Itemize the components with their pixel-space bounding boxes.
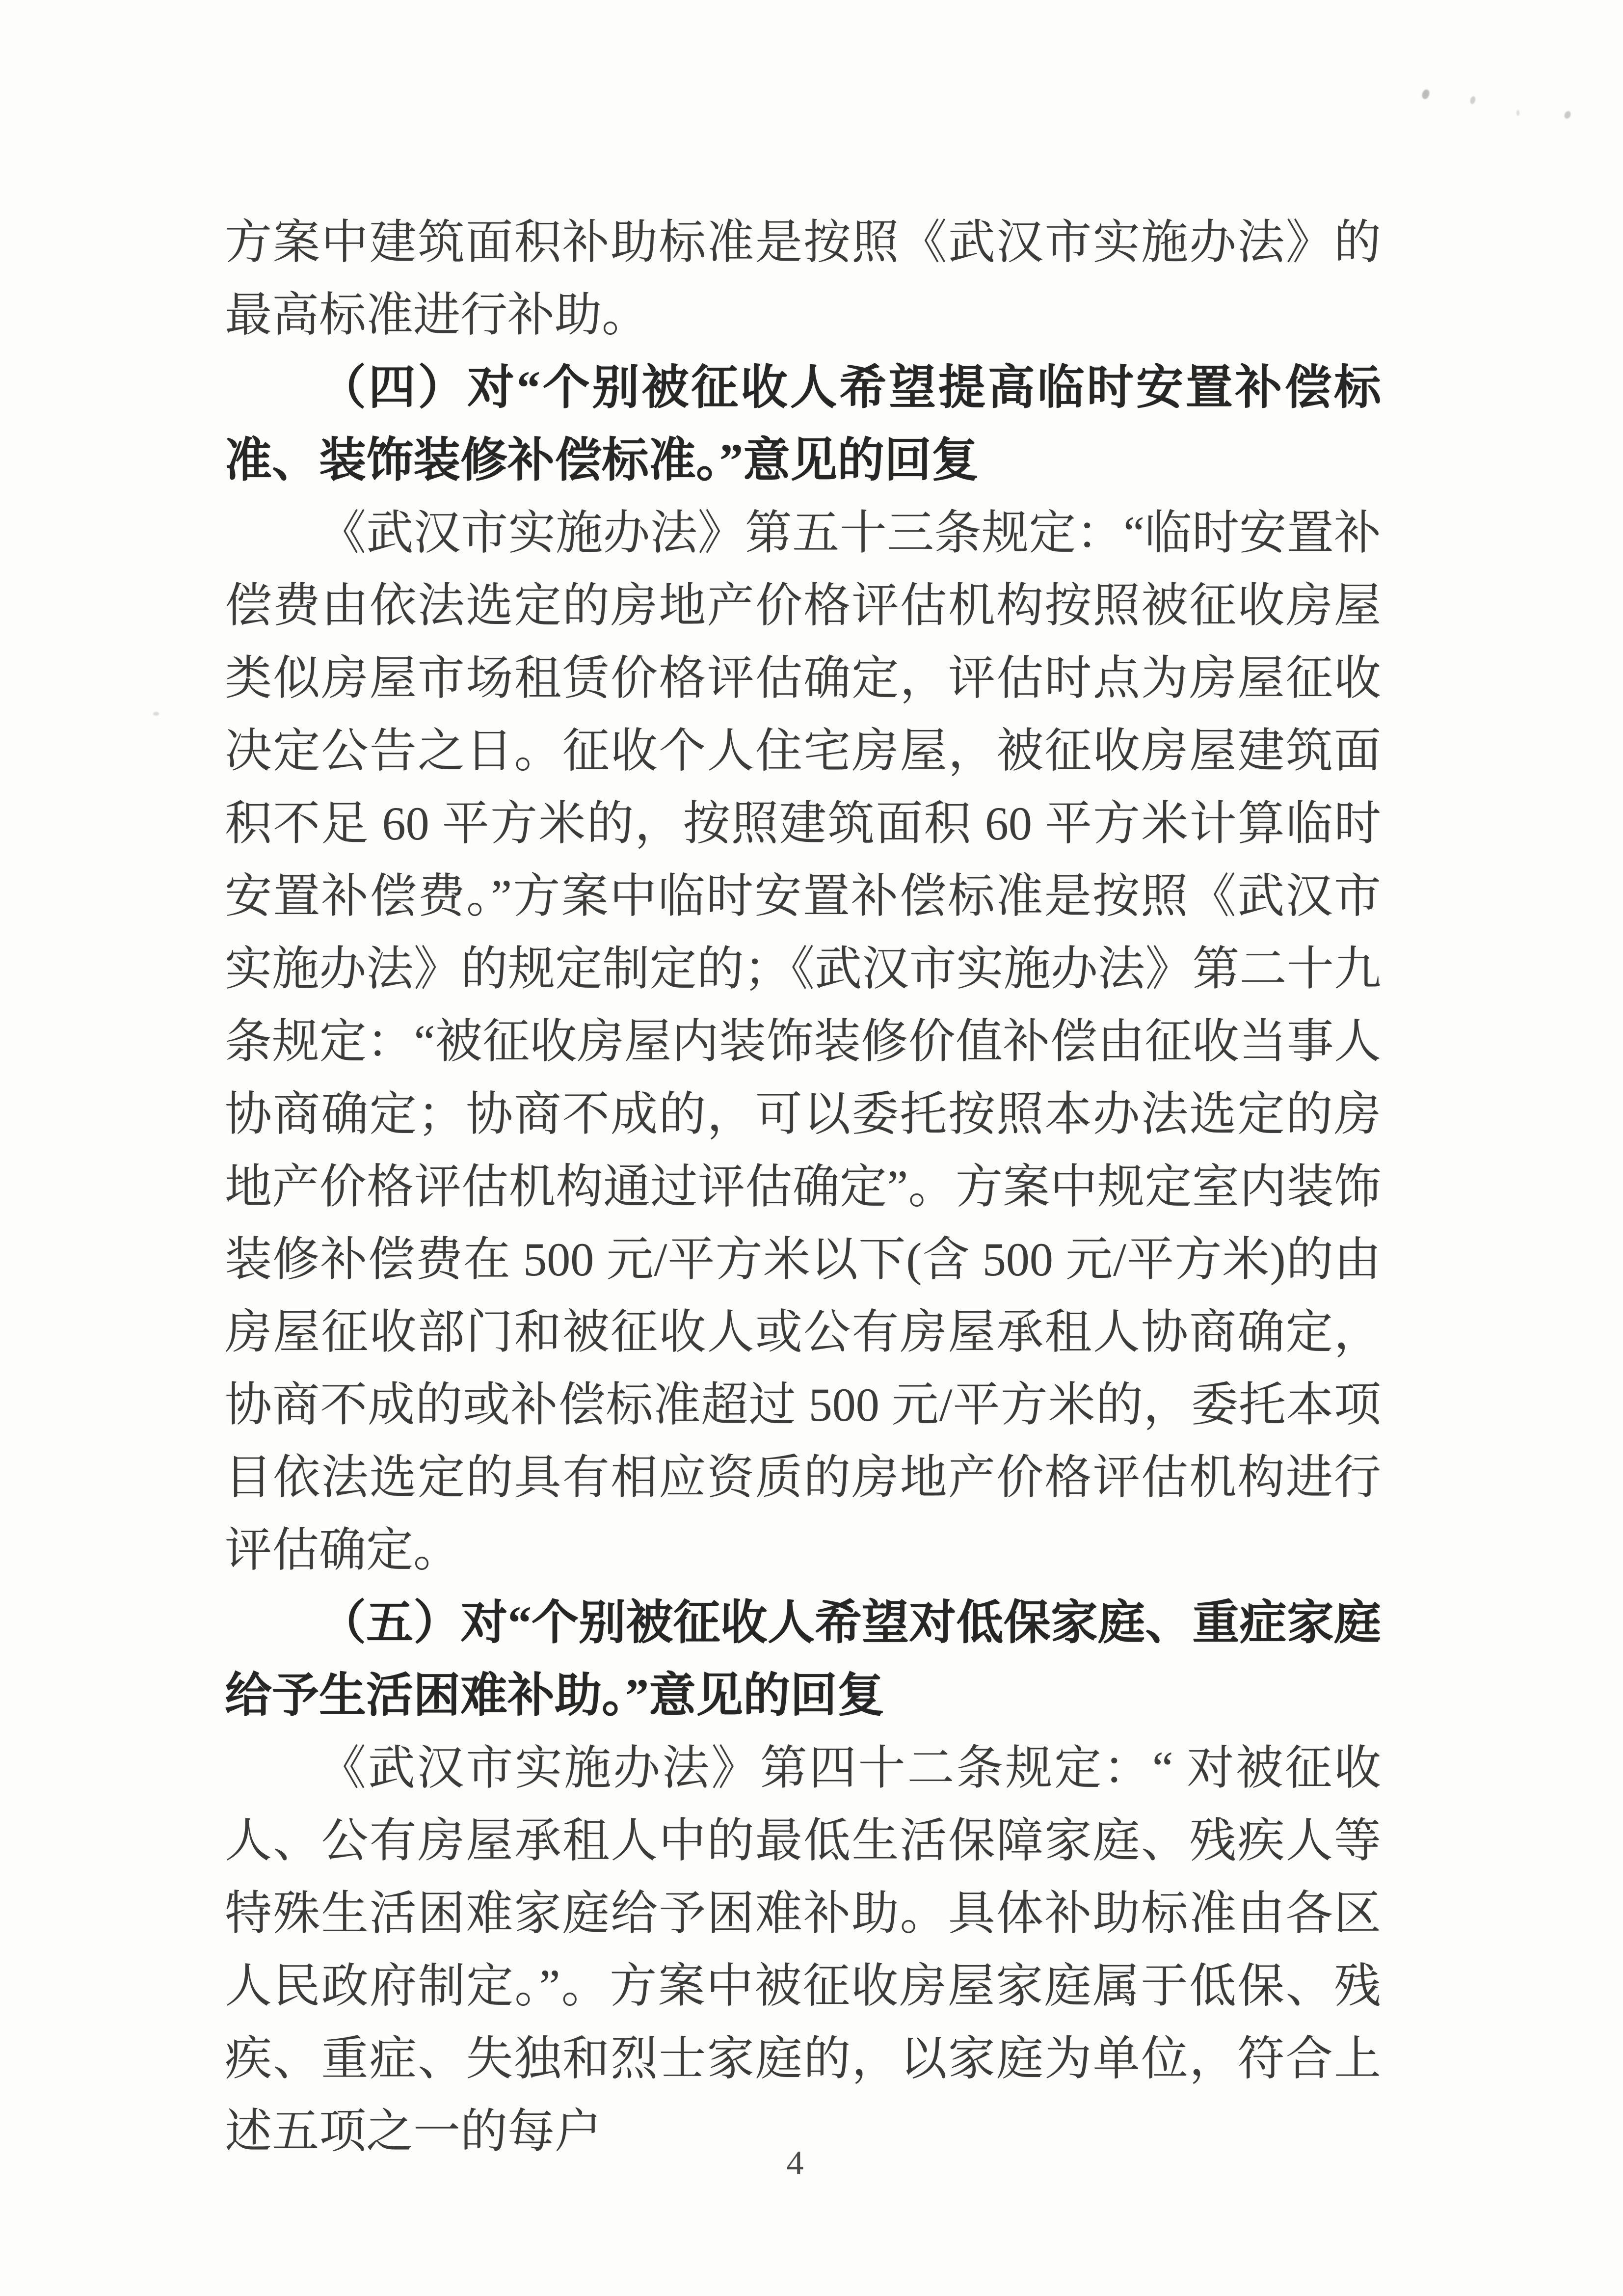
- scan-artifact-speck: [1421, 88, 1431, 100]
- page-number: 4: [786, 2144, 804, 2182]
- body-paragraph: 《武汉市实施办法》第四十二条规定：“ 对被征收人、公有房屋承租人中的最低生活保障家庭、残疾人等特殊生活困难家庭给予困难补助。具体补助标准由各区人民政府制定。”。方案中被征收房屋家庭属于低保、残疾、重症、失独和烈士家庭的，以家庭为单位，符合上述五项之一的每户: [225, 1742, 1381, 2158]
- body-paragraph: 方案中建筑面积补助标准是按照《武汉市实施办法》的最高标准进行补助。: [225, 216, 1381, 341]
- scan-artifact-speck: [1469, 96, 1476, 105]
- body-paragraph: 《武汉市实施办法》第五十三条规定：“临时安置补偿费由依法选定的房地产价格评估机构按照被征收房屋类似房屋市场租赁价格评估确定，评估时点为房屋征收决定公告之日。征收个人住宅房屋，被征收房屋建筑面积不足 60 平方米的，按照建筑面积 60 平方米计算临时安置补偿费。”方案中临时安置补偿标准是按照《武汉市实施办法》的规定制定的；《武汉市实施办法》第二十九条规定：“被征收房屋内装饰装修价值补偿由征收当事人协商确定；协商不成的，可以委托按照本办法选定的房地产价格评估机构通过评估确定”。方案中规定室内装饰装修补偿费在 500 元/平方米以下(含 500 元/平方米)的由房屋征收部门和被征收人或公有房屋承租人协商确定，协商不成的或补偿标准超过 500 元/平方米的，委托本项目依法选定的具有相应资质的房地产价格评估机构进行评估确定。: [225, 507, 1381, 1576]
- document-body: [225, 206, 1381, 2168]
- section-heading: （四）对“个别被征收人希望提高临时安置补偿标准、装饰装修补偿标准。”意见的回复: [225, 361, 1381, 486]
- scan-artifact-speck: [1563, 110, 1572, 120]
- section-heading: （五）对“个别被征收人希望对低保家庭、重症家庭给予生活困难补助。”意见的回复: [225, 1596, 1381, 1722]
- scan-artifact-speck: [1517, 110, 1519, 116]
- scan-artifact-speck: [153, 712, 159, 716]
